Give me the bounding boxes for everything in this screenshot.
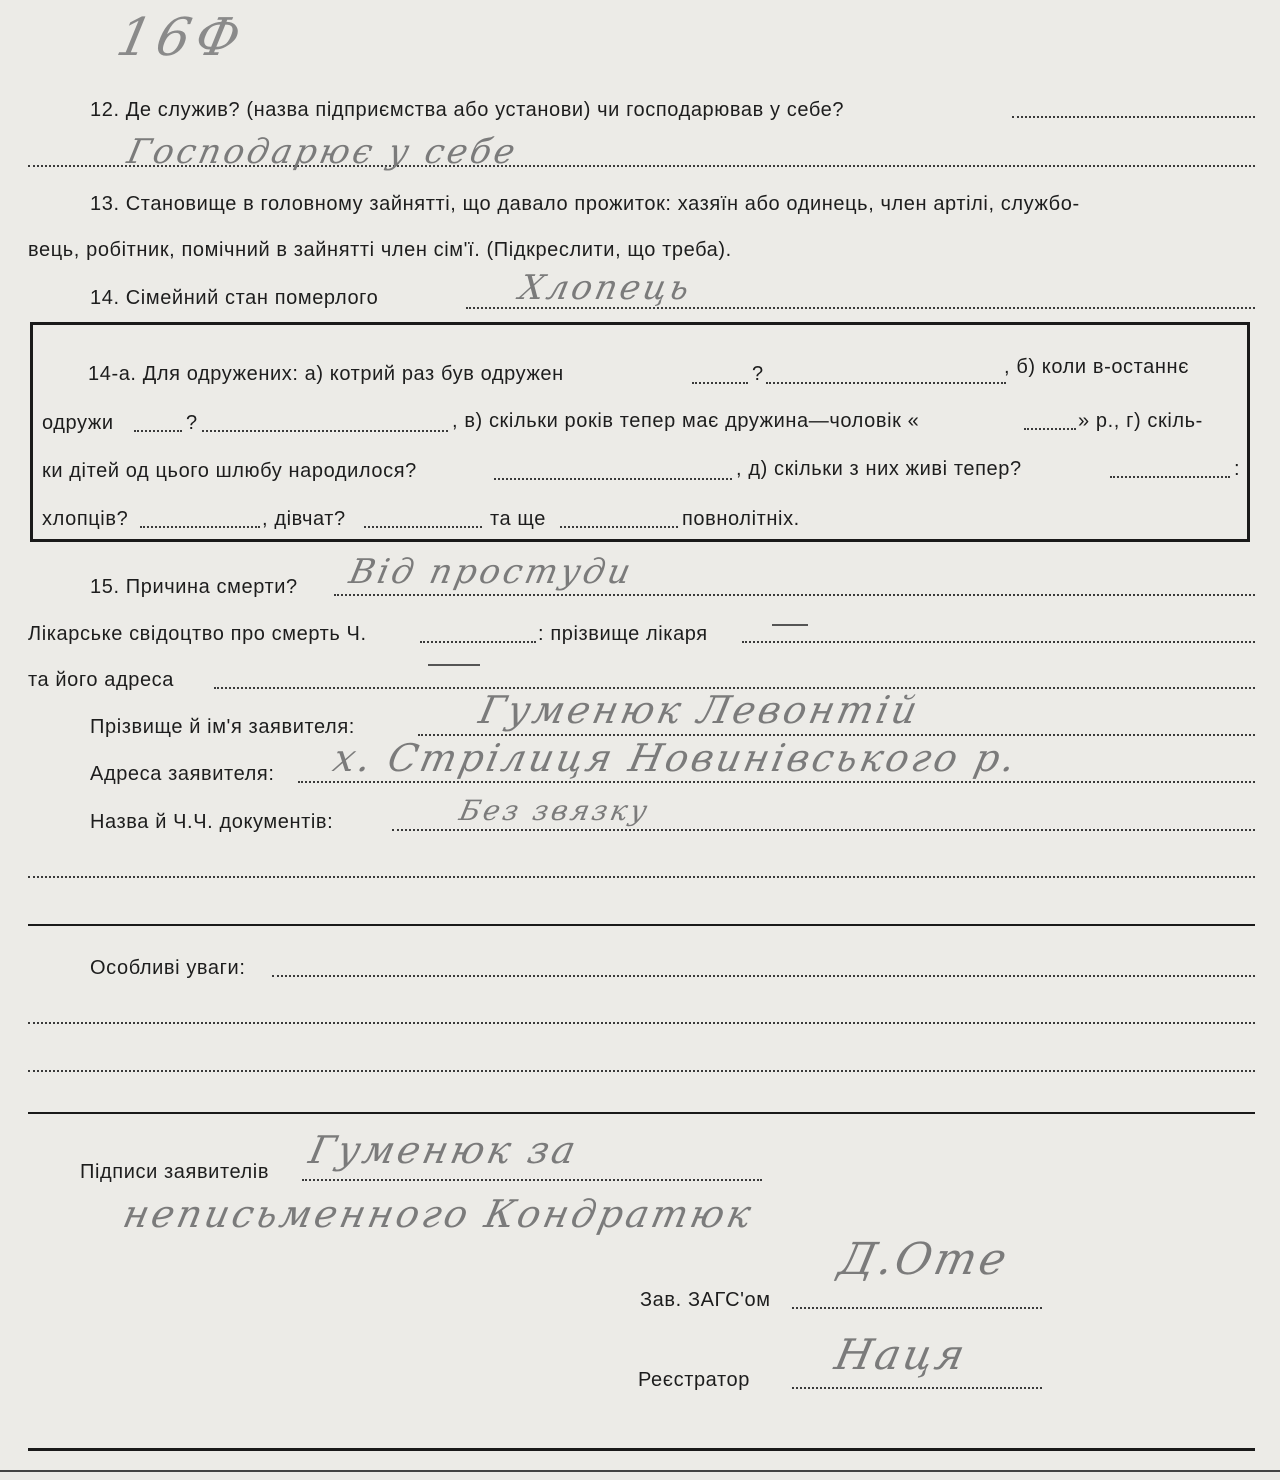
q14a-line3-dots-2 bbox=[1110, 476, 1230, 478]
q15-dotted-line bbox=[334, 594, 1255, 596]
q14a-line4-text-a: хлопців? bbox=[42, 508, 129, 530]
section-divider-2 bbox=[28, 1112, 1255, 1114]
blank-dotted-line-1 bbox=[28, 876, 1255, 878]
q14a-line2-text-a: одружи bbox=[42, 412, 114, 434]
q13-text-line-2: вець, робітник, помічний в зайнятті член сім'ї. (Підкреслити, що треба). bbox=[28, 239, 732, 261]
applicant-address-dots bbox=[298, 781, 1255, 783]
q14a-line2-dots-2 bbox=[202, 430, 448, 432]
applicant-address-label: Адреса заявителя: bbox=[90, 763, 275, 785]
applicant-signature-line-1: Гуменюк за bbox=[305, 1128, 583, 1172]
q14a-line1-dots-1 bbox=[692, 382, 748, 384]
q14a-line4-dots-2 bbox=[364, 526, 482, 528]
archive-mark: 16Ф bbox=[111, 8, 252, 68]
doctor-name-label: : прізвище лікаря bbox=[538, 623, 708, 645]
zags-head-label: Зав. ЗАГС'ом bbox=[640, 1289, 771, 1311]
medical-certificate-label: Лікарське свідоцтво про смерть Ч. bbox=[28, 623, 367, 645]
remarks-label: Особливі уваги: bbox=[90, 957, 246, 979]
q14a-line4-text-b: , дівчат? bbox=[262, 508, 346, 530]
registrar-label: Реєстратор bbox=[638, 1369, 750, 1391]
q14a-line4-dots-1 bbox=[140, 526, 260, 528]
q14a-line3-text-b: , д) скільки з них живі тепер? bbox=[736, 458, 1022, 480]
applicant-name-handwriting: Гуменюк Левонтій bbox=[475, 688, 925, 732]
section-divider-1 bbox=[28, 924, 1255, 926]
bottom-rule-1 bbox=[28, 1448, 1255, 1451]
doctor-name-dots bbox=[742, 641, 1255, 643]
q14a-line1-text-b: , б) коли в-останнє bbox=[1004, 356, 1190, 378]
zags-head-signature: Д.Оте bbox=[834, 1234, 1015, 1285]
applicant-signature-line-2: неписьменного Кондратюк bbox=[119, 1192, 758, 1236]
registrar-signature: Наця bbox=[830, 1330, 972, 1379]
q12-dotted-line-1 bbox=[1012, 116, 1255, 118]
medical-certificate-dots bbox=[420, 641, 536, 643]
remarks-dots-1 bbox=[272, 975, 1255, 977]
applicant-signatures-dots bbox=[302, 1179, 762, 1181]
q14a-line2-q: ? bbox=[186, 412, 198, 434]
q14-answer-handwriting: Хлопець bbox=[515, 268, 696, 308]
q14a-line4-text-d: повнолітніх. bbox=[682, 508, 800, 530]
q15-label: 15. Причина смерти? bbox=[90, 576, 298, 598]
q15-answer-handwriting: Від простуди bbox=[345, 552, 638, 592]
applicant-address-handwriting: х. Стрілиця Новинівського р. bbox=[329, 736, 1023, 780]
zags-head-dots bbox=[792, 1307, 1042, 1309]
doctor-dash-mark bbox=[772, 624, 808, 626]
address-dash-mark bbox=[428, 664, 480, 666]
q14a-line2-dots-1 bbox=[134, 430, 182, 432]
bottom-rule-2 bbox=[0, 1470, 1280, 1472]
documents-handwriting: Без звязку bbox=[456, 794, 654, 827]
q13-text-line-1: 13. Становище в головному зайнятті, що давало прожиток: хазяїн або одинець, член артілі, службо- bbox=[90, 193, 1080, 215]
doctor-address-label: та його адреса bbox=[28, 669, 175, 691]
q14-label: 14. Сімейний стан померлого bbox=[90, 287, 379, 309]
q14a-line3-text-c: : bbox=[1234, 458, 1241, 480]
q14a-line4-dots-3 bbox=[560, 526, 678, 528]
q14a-line1-text-a: 14-а. Для одружених: а) котрий раз був одружен bbox=[88, 363, 564, 385]
q14a-line3-dots-1 bbox=[494, 478, 732, 480]
documents-label: Назва й Ч.Ч. документів: bbox=[90, 811, 334, 833]
q14a-line1-q: ? bbox=[752, 363, 764, 385]
remarks-dots-2 bbox=[28, 1022, 1255, 1024]
q14a-line4-text-c: та ще bbox=[490, 508, 546, 530]
q14a-line3-text-a: ки дітей од цього шлюбу народилося? bbox=[42, 460, 417, 482]
q14a-line2-text-c: » р., г) скіль- bbox=[1078, 410, 1203, 432]
remarks-dots-3 bbox=[28, 1070, 1255, 1072]
q14a-line1-dots-2 bbox=[766, 382, 1006, 384]
applicant-signatures-label: Підписи заявителів bbox=[80, 1161, 270, 1183]
applicant-name-label: Прізвище й ім'я заявителя: bbox=[90, 716, 355, 738]
q12-answer-handwriting: Господарює у себе bbox=[123, 132, 522, 172]
q14a-line2-dots-3 bbox=[1024, 428, 1076, 430]
documents-dots bbox=[392, 829, 1255, 831]
q14a-line2-text-b: , в) скільки років тепер має дружина—чоловік « bbox=[452, 410, 920, 432]
registrar-dots bbox=[792, 1387, 1042, 1389]
q12-label: 12. Де служив? (назва підприємства або установи) чи господарював у себе? bbox=[90, 99, 845, 121]
